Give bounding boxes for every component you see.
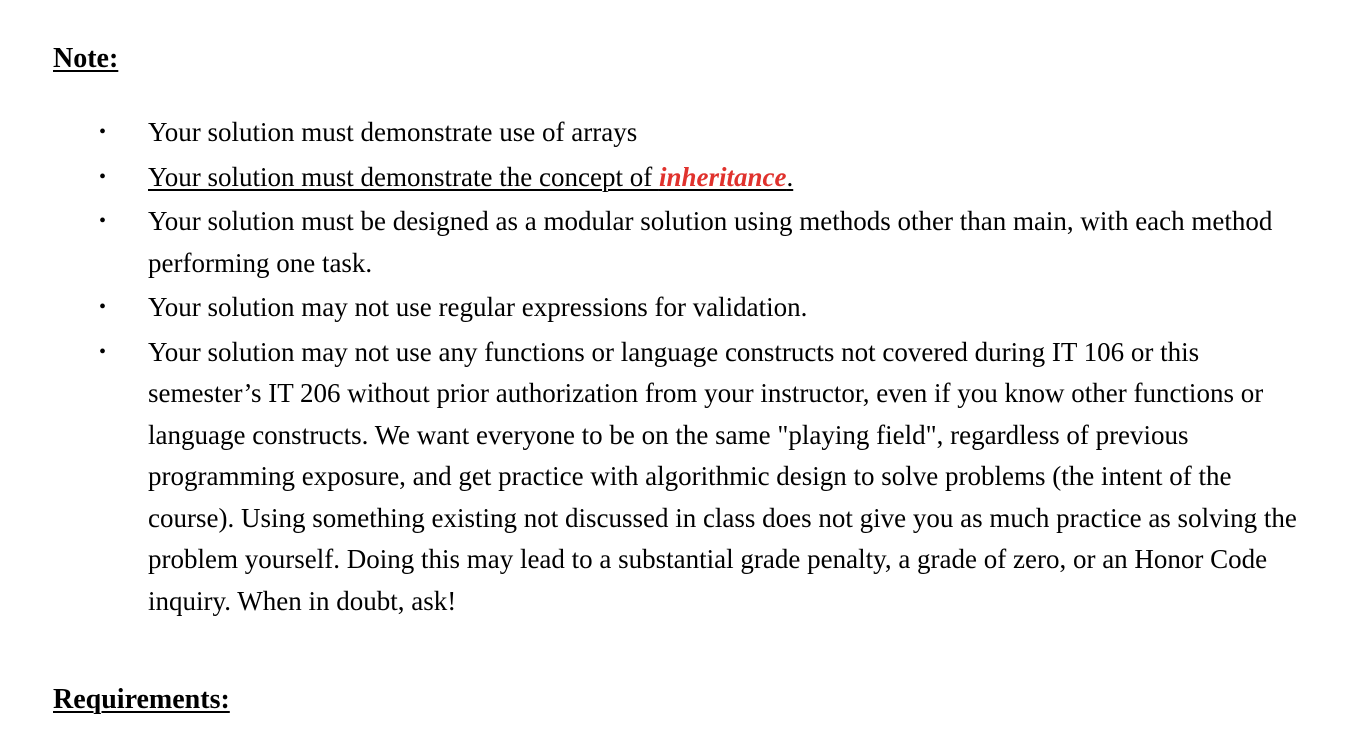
bullet-text: Your solution may not use regular expressions for validation. [148, 292, 808, 322]
bullet-item-modular [0, 201, 1348, 284]
bullet-item-arrays [0, 112, 1348, 154]
bullet-text-suffix: . [786, 161, 794, 192]
bullet-text: Your solution must demonstrate use of arrays [148, 117, 638, 147]
bullet-item-inheritance [0, 157, 1348, 199]
bullet-text-prefix: Your solution must demonstrate the concept of [148, 161, 659, 192]
bullet-icon: • [99, 165, 107, 188]
note-heading: Note: [53, 43, 119, 74]
bullet-icon: • [99, 340, 107, 363]
bullet-item-regex [0, 287, 1348, 329]
inheritance-emphasis: inheritance [658, 161, 787, 192]
note-bullet-list [0, 112, 1348, 622]
bullet-text-underlined [148, 162, 793, 192]
bullet-icon: • [99, 210, 107, 232]
bullet-text: Your solution may not use any functions or language constructs not covered during IT 106 or this semester’s IT 206 without prior authorization from your instructor, even if you know other functions or language constructs. We want everyone to be on the same "playing field", regardless of previous programming exposure, and get practice with algorithmic design to solve problems (the intent of the course). Using something existing not discussed in class does not give you as much practice as solving the problem yourself. Doing this may lead to a substantial grade penalty, a grade of zero, or an Honor Code inquiry. When in doubt, ask! [148, 336, 1297, 616]
bullet-item-constructs [0, 332, 1348, 623]
bullet-icon: • [99, 121, 107, 143]
bullet-icon: • [99, 296, 107, 318]
requirements-heading: Requirements: [53, 684, 230, 715]
bullet-text: Your solution must be designed as a modular solution using methods other than main, with each method performing one task. [148, 206, 1273, 278]
